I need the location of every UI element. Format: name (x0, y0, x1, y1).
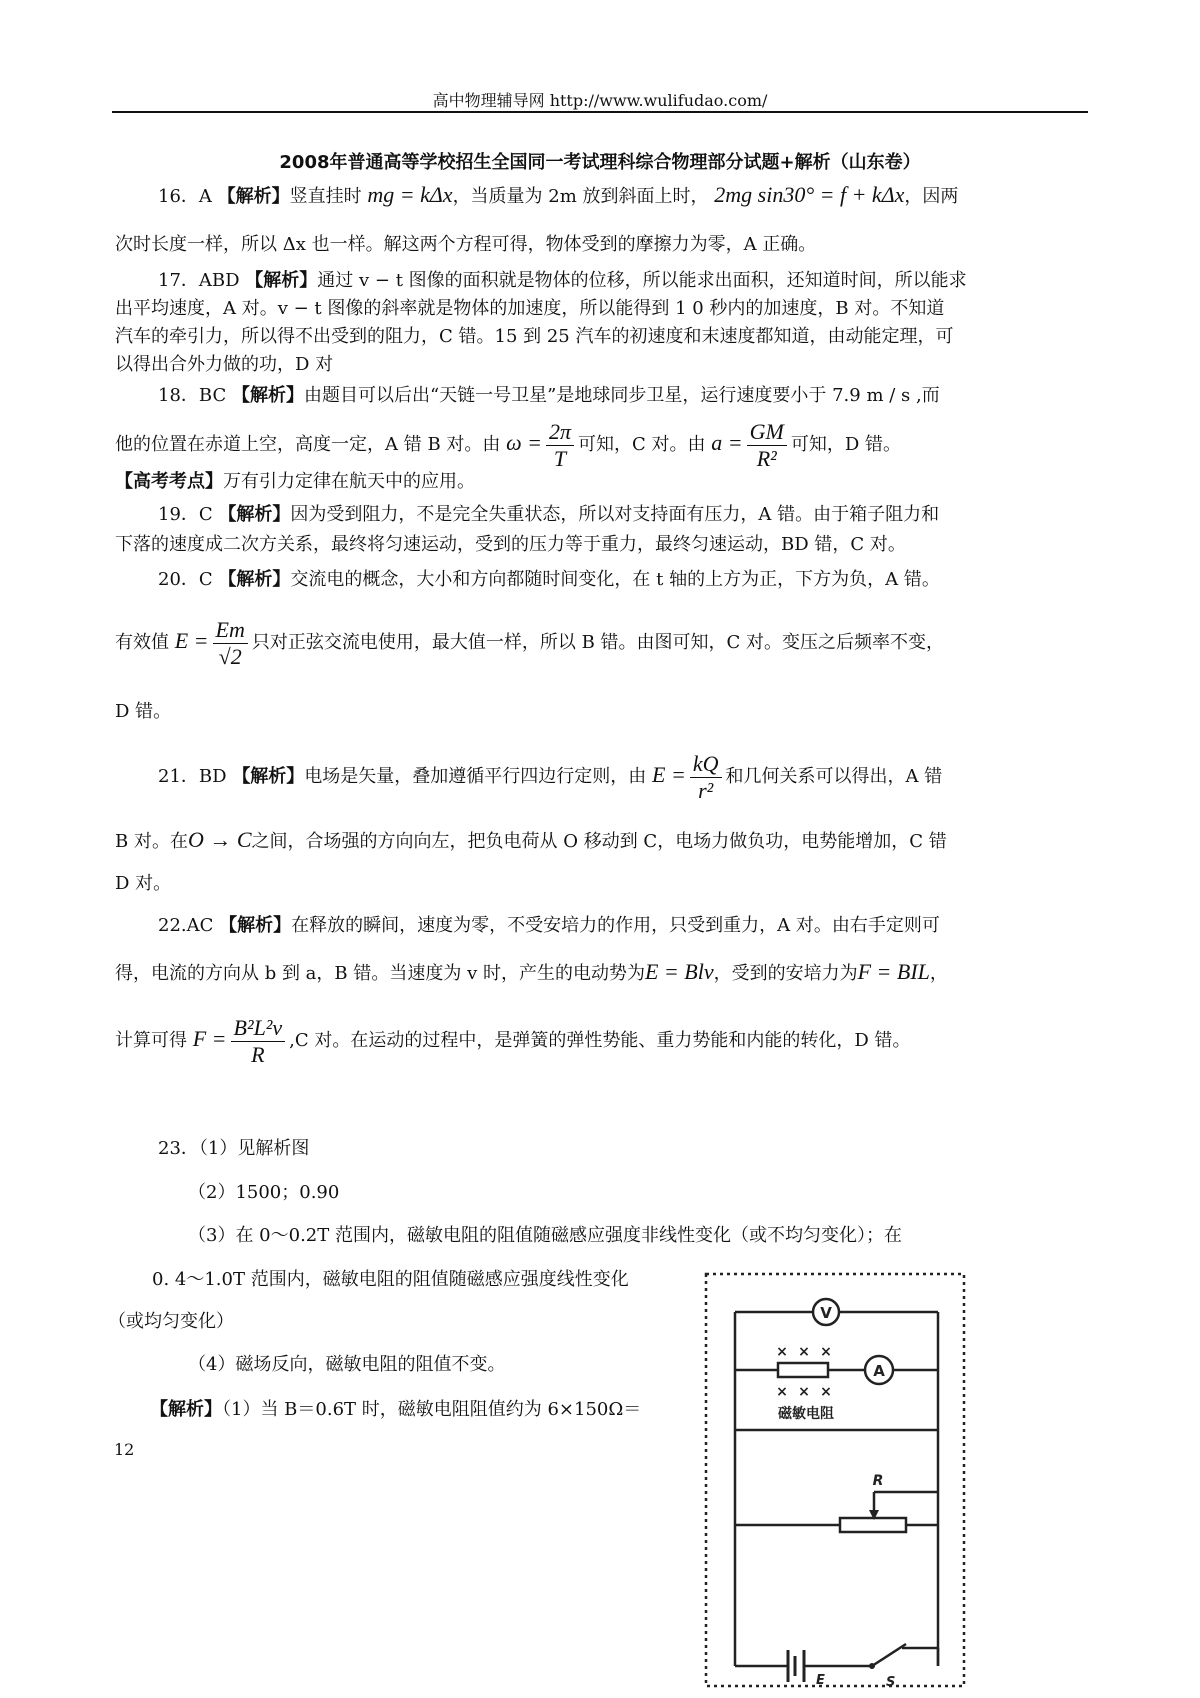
q17-line1 (158, 269, 967, 293)
q22-text: 在释放的瞬间，速度为零，不受安培力的作用，只受到重力，A 对。由右手定则可 (291, 915, 940, 936)
q22-tag: 【解析】 (219, 915, 292, 936)
q21-line2 (115, 828, 947, 854)
cross-3: × (820, 1344, 832, 1360)
q18-text-2: 他的位置在赤道上空，高度一定，A 错 B 对。由 (115, 434, 501, 455)
q21-e-fraction (690, 751, 722, 804)
q19-tag: 【解析】 (218, 504, 291, 525)
q18-line2 (115, 414, 901, 474)
ammeter-icon (865, 1356, 893, 1384)
q18-omega-fraction (546, 419, 574, 472)
q18-omega-numerator: 2π (546, 419, 574, 446)
q22-text-3: ，受到的安培力为 (713, 963, 858, 984)
q16-text-3: ，因两 (904, 186, 959, 207)
rheostat-icon (840, 1518, 906, 1532)
q17-text: 通过 v − t 图像的面积就是物体的位移，所以能求出面积，还知道时间，所以能求 (317, 270, 967, 291)
rheostat-label: R (872, 1473, 884, 1489)
q23-line6: （4）磁场反向，磁敏电阻的阻值不变。 (188, 1354, 506, 1375)
q22-f-lhs: F = (192, 1026, 227, 1051)
site-header: 高中物理辅导网 http://www.wulifudao.com/ (432, 91, 768, 110)
q22-number: 22.AC (158, 915, 214, 936)
q21-text: 电场是矢量，叠加遵循平行四边行定则，由 (304, 766, 647, 787)
q16-line1 (158, 183, 958, 209)
q22-force: F = BIL (857, 959, 930, 984)
q20-e-numerator: Em (213, 617, 248, 644)
q20-tag: 【解析】 (218, 569, 291, 590)
q20-line2 (115, 612, 944, 672)
q22-line1 (158, 914, 940, 938)
cross-1: × (776, 1344, 788, 1360)
q23-line1: 23．（1）见解析图 (158, 1138, 310, 1159)
switch-label: S (886, 1675, 896, 1690)
q20-line1 (158, 568, 940, 592)
q19-text: 因为受到阻力，不是完全失重状态，所以对支持面有压力，A 错。由于箱子阻力和 (290, 504, 940, 525)
q21-e-lhs: E = (652, 762, 686, 787)
q21-number: 21．BD (158, 766, 227, 787)
q23-line5: （或均匀变化） (108, 1311, 234, 1332)
magnetoresistor-label: 磁敏电阻 (778, 1406, 834, 1422)
q17-line4: 以得出合外力做的功，D 对 (115, 354, 334, 375)
q18-number: 18．BC (158, 385, 227, 406)
q21-e-numerator: kQ (690, 751, 722, 778)
q22-emf: E = Blv (644, 959, 714, 984)
q17-number: 17．ABD (158, 270, 240, 291)
q23-line2: （2）1500；0.90 (188, 1182, 340, 1203)
q16-formula-2: 2mg sin30° = f + kΔx (714, 182, 905, 207)
q19-line2: 下落的速度成二次方关系，最终将匀速运动，受到的压力等于重力，最终匀速运动，BD 错，C 对。 (115, 534, 906, 555)
q18-line1 (158, 384, 940, 408)
q18-kaodian-text: 万有引力定律在航天中的应用。 (223, 471, 475, 492)
q22-text-2: 得，电流的方向从 b 到 a，B 错。当速度为 v 时，产生的电动势为 (115, 963, 645, 984)
q22-text-4: ， (929, 963, 948, 984)
q17-tag: 【解析】 (245, 270, 318, 291)
q18-omega-lhs: ω = (506, 430, 543, 455)
magnetoresistor-icon (778, 1363, 828, 1377)
q22-line2 (115, 960, 948, 986)
q21-text-4: 之间，合场强的方向向左，把负电荷从 O 移动到 C，电场力做负功，电势能增加，C 错 (251, 831, 947, 852)
q20-number: 20．C (158, 569, 213, 590)
q18-tag: 【解析】 (231, 385, 304, 406)
voltmeter-label: V (820, 1304, 832, 1322)
q20-text-3: 只对正弦交流电使用，最大值一样，所以 B 错。由图可知，C 对。变压之后频率不变， (251, 632, 945, 653)
q22-f-denominator: R (251, 1041, 265, 1067)
q21-tag: 【解析】 (232, 766, 305, 787)
q19-line1 (158, 503, 939, 527)
q21-e-denominator: r² (698, 777, 714, 803)
circuit-wires (735, 1312, 938, 1666)
q20-e-fraction (213, 617, 248, 670)
battery-icon (788, 1650, 804, 1682)
q16-number: 16．A (158, 186, 212, 207)
q16-text-2: ，当质量为 2m 放到斜面上时， (452, 186, 709, 207)
voltmeter-icon (813, 1299, 839, 1325)
q16-line2: 次时长度一样，所以 Δx 也一样。解这两个方程可得，物体受到的摩擦力为零，A 正确。 (115, 234, 817, 255)
q18-omega-denominator: T (553, 445, 567, 471)
q22-text-6: ,C 对。在运动的过程中，是弹簧的弹性势能、重力势能和内能的转化，D 错。 (289, 1030, 911, 1051)
q20-text-2: 有效值 (115, 632, 169, 653)
q21-oc: O → C (187, 827, 252, 852)
q16-tag: 【解析】 (217, 186, 290, 207)
switch-icon (869, 1663, 875, 1669)
q23-tag: 【解析】 (150, 1399, 222, 1420)
q22-text-5: 计算可得 (115, 1030, 187, 1051)
cross-2: × (798, 1344, 810, 1360)
q18-text-4: 可知，D 错。 (790, 434, 902, 455)
dashed-frame (706, 1274, 964, 1686)
page-number: 12 (114, 1440, 135, 1459)
q23-text: （1）当 B＝0.6T 时，磁敏电阻阻值约为 6×150Ω＝ (222, 1399, 642, 1420)
header-rule (112, 111, 1088, 113)
q18-a-numerator: GM (747, 419, 787, 446)
battery-label: E (816, 1673, 825, 1688)
q21-line3: D 对。 (115, 873, 172, 894)
q21-line1 (158, 746, 942, 806)
q20-e-denominator: √2 (218, 643, 242, 669)
circuit-diagram (700, 1270, 970, 1690)
q16-text: 竖直挂时 (289, 186, 362, 207)
q18-a-lhs: a = (711, 430, 743, 455)
q18-a-fraction (747, 419, 787, 472)
q22-line3 (115, 1010, 911, 1070)
q18-text: 由题目可以后出“天链一号卫星”是地球同步卫星，运行速度要小于 7.9 m / s ,而 (303, 385, 940, 406)
q17-line3: 汽车的牵引力，所以得不出受到的阻力，C 错。15 到 25 汽车的初速度和末速度都知道，由动能定理，可 (115, 326, 954, 347)
ammeter-label: A (873, 1362, 885, 1380)
document-title: 2008年普通高等学校招生全国同一考试理科综合物理部分试题+解析（山东卷） (279, 152, 921, 173)
q17-line2: 出平均速度，A 对。v − t 图像的斜率就是物体的加速度，所以能得到 1 0 秒内的加速度，B 对。不知道 (115, 298, 945, 319)
q18-kaodian (115, 470, 475, 494)
q20-line3: D 错。 (115, 701, 172, 722)
q22-f-fraction (231, 1015, 286, 1068)
q21-text-2: 和几何关系可以得出，A 错 (725, 766, 943, 787)
q18-kaodian-tag: 【高考考点】 (115, 471, 223, 492)
q20-text: 交流电的概念，大小和方向都随时间变化，在 t 轴的上方为正，下方为负，A 错。 (290, 569, 940, 590)
cross-6: × (820, 1384, 832, 1400)
q18-text-3: 可知，C 对。由 (578, 434, 706, 455)
q22-f-numerator: B²L²v (231, 1015, 286, 1042)
q23-line7 (150, 1398, 641, 1422)
q23-line3: （3）在 0～0.2T 范围内，磁敏电阻的阻值随磁感应强度非线性变化（或不均匀变化）；在 (188, 1225, 902, 1246)
q19-number: 19．C (158, 504, 213, 525)
cross-4: × (776, 1384, 788, 1400)
q20-e-lhs: E = (174, 628, 209, 653)
q18-a-denominator: R² (756, 445, 777, 471)
q16-formula-1: mg = kΔx (367, 182, 453, 207)
q23-line4: 0. 4～1.0T 范围内，磁敏电阻的阻值随磁感应强度线性变化 (152, 1269, 629, 1290)
q21-text-3: B 对。在 (115, 831, 188, 852)
cross-5: × (798, 1384, 810, 1400)
